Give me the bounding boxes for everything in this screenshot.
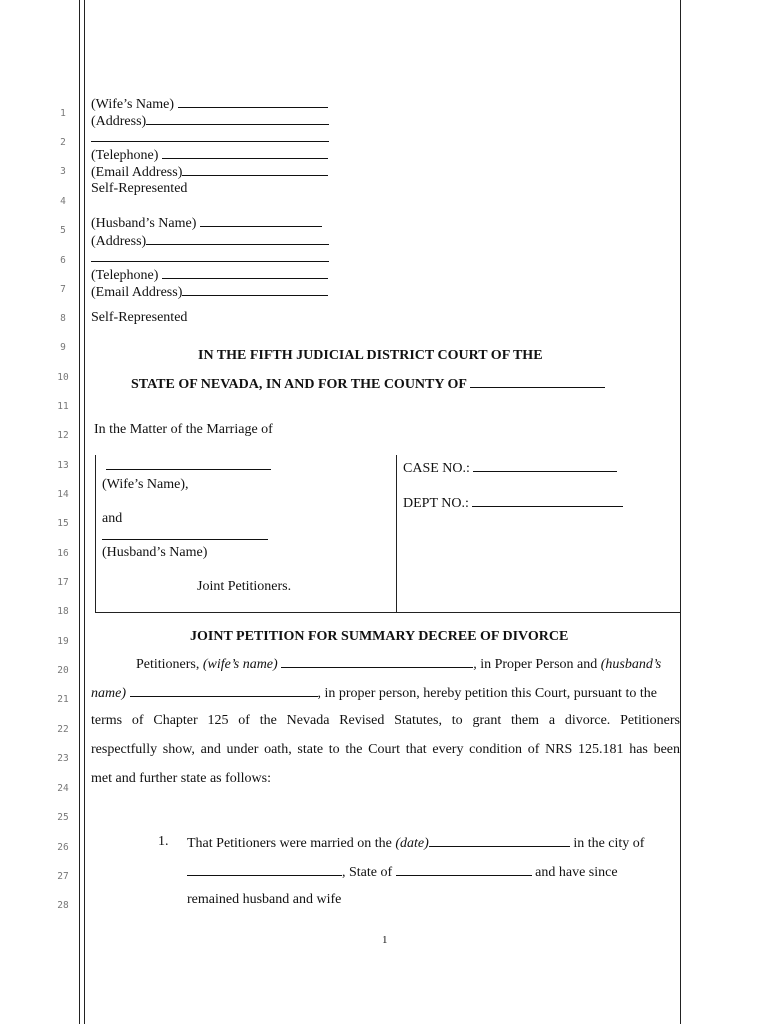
husband-email-blank[interactable]	[182, 282, 328, 296]
line-number: 27	[57, 871, 69, 882]
line-number: 10	[57, 372, 69, 383]
caption-husband-blank-line	[102, 526, 268, 545]
husband-name-blank[interactable]	[200, 213, 322, 227]
line-number: 9	[60, 342, 66, 353]
item-1-line-2	[187, 862, 618, 881]
county-blank[interactable]	[470, 374, 605, 388]
wife-name-label: (Wife’s Name)	[91, 97, 175, 112]
wife-address-blank[interactable]	[146, 111, 329, 125]
case-no-line	[403, 458, 617, 477]
petition-line-4: respectfully show, and under oath, state to the Court that every condition of NRS 125.181 has been	[91, 742, 680, 757]
line-number: 12	[57, 430, 69, 441]
line-number: 15	[57, 518, 69, 529]
wife-email-line	[91, 162, 328, 181]
case-no-label: CASE NO.:	[403, 461, 470, 476]
city-of-text: in the city of	[573, 836, 645, 851]
page-number: 1	[382, 934, 388, 946]
caption-wife-blank[interactable]	[106, 456, 271, 470]
line-number: 28	[57, 900, 69, 911]
have-since-text: and have since	[535, 865, 618, 880]
wife-self-represented: Self-Represented	[91, 181, 188, 196]
line-number: 8	[60, 313, 66, 324]
husband-email-line	[91, 282, 328, 301]
line-number: 7	[60, 284, 66, 295]
wife-telephone-blank[interactable]	[162, 145, 328, 159]
petition-line-2	[91, 683, 680, 702]
date-hint: (date)	[395, 836, 429, 851]
husband-name-hint: (husband’s	[600, 657, 662, 672]
caption-wife-label: (Wife’s Name),	[102, 477, 189, 492]
dept-no-blank[interactable]	[472, 493, 623, 507]
name-hint: name)	[91, 686, 126, 701]
line-number: 4	[60, 196, 66, 207]
line-number: 26	[57, 842, 69, 853]
dept-no-label: DEPT NO.:	[403, 496, 469, 511]
telephone-label: (Telephone)	[91, 268, 159, 283]
joint-petitioners: Joint Petitioners.	[197, 579, 292, 594]
wife-email-blank[interactable]	[182, 162, 328, 176]
address-label: (Address)	[91, 114, 147, 129]
court-heading-line-2	[131, 374, 605, 393]
court-county-label: STATE OF NEVADA, IN AND FOR THE COUNTY OF	[131, 377, 467, 392]
item-1-line-3: remained husband and wife	[187, 892, 342, 907]
line-number: 2	[60, 137, 66, 148]
marriage-state-blank[interactable]	[396, 862, 532, 876]
wife-address-blank-2[interactable]	[91, 128, 329, 142]
line-number: 5	[60, 225, 66, 236]
line-number: 20	[57, 665, 69, 676]
husband-name-label: (Husband’s Name)	[91, 216, 197, 231]
line-number: 18	[57, 606, 69, 617]
husband-telephone-blank[interactable]	[162, 265, 328, 279]
petitioners-label: Petitioners,	[136, 657, 200, 672]
caption-husband-blank[interactable]	[102, 526, 268, 540]
husband-name-line	[91, 213, 322, 232]
petition-line-1	[136, 654, 680, 673]
husband-address-blank[interactable]	[146, 231, 329, 245]
wife-name-hint: (wife’s name)	[202, 657, 278, 672]
line-number: 6	[60, 255, 66, 266]
margin-rule-inner	[84, 0, 85, 1024]
petition-wife-blank[interactable]	[281, 654, 473, 668]
petition-husband-blank[interactable]	[130, 683, 318, 697]
married-on-text: That Petitioners were married on the	[187, 836, 392, 851]
item-1-number: 1.	[158, 834, 169, 849]
line-number: 24	[57, 783, 69, 794]
line-number: 17	[57, 577, 69, 588]
case-no-blank[interactable]	[473, 458, 617, 472]
line-number: 16	[57, 548, 69, 559]
line-number: 21	[57, 694, 69, 705]
line-number: 13	[57, 460, 69, 471]
dept-no-line	[403, 493, 623, 512]
line-number: 22	[57, 724, 69, 735]
line-number: 19	[57, 636, 69, 647]
petition-line-5: met and further state as follows:	[91, 771, 272, 786]
margin-rule-left	[79, 0, 80, 1024]
caption-divider	[396, 455, 397, 612]
line-number: 14	[57, 489, 69, 500]
address-label: (Address)	[91, 234, 147, 249]
wife-name-blank[interactable]	[178, 94, 328, 108]
marriage-date-blank[interactable]	[429, 833, 570, 847]
caption-wife-blank-line	[106, 456, 271, 475]
petition-line-3: terms of Chapter 125 of the Nevada Revised Statutes, to grant them a divorce. Petitioners	[91, 713, 680, 728]
email-label: (Email Address)	[91, 165, 183, 180]
caption-and: and	[102, 511, 123, 526]
item-1-line-1	[187, 833, 644, 852]
court-heading-line-1: IN THE FIFTH JUDICIAL DISTRICT COURT OF THE	[198, 348, 543, 363]
proper-person-text: , in Proper Person and	[473, 657, 598, 672]
line-number: 25	[57, 812, 69, 823]
husband-address-blank-2[interactable]	[91, 248, 329, 262]
email-label: (Email Address)	[91, 285, 183, 300]
petition-title: JOINT PETITION FOR SUMMARY DECREE OF DIVORCE	[190, 629, 569, 644]
line-number: 3	[60, 166, 66, 177]
caption-husband-label: (Husband’s Name)	[102, 545, 208, 560]
state-of-text: , State of	[342, 865, 393, 880]
marriage-city-blank[interactable]	[187, 862, 342, 876]
husband-self-represented: Self-Represented	[91, 310, 188, 325]
petition-line-2-text: , in proper person, hereby petition this Court, pursuant to the	[317, 686, 657, 701]
telephone-label: (Telephone)	[91, 148, 159, 163]
line-number: 11	[57, 401, 69, 412]
line-number: 23	[57, 753, 69, 764]
matter-of-marriage: In the Matter of the Marriage of	[94, 422, 273, 437]
line-number: 1	[60, 108, 66, 119]
